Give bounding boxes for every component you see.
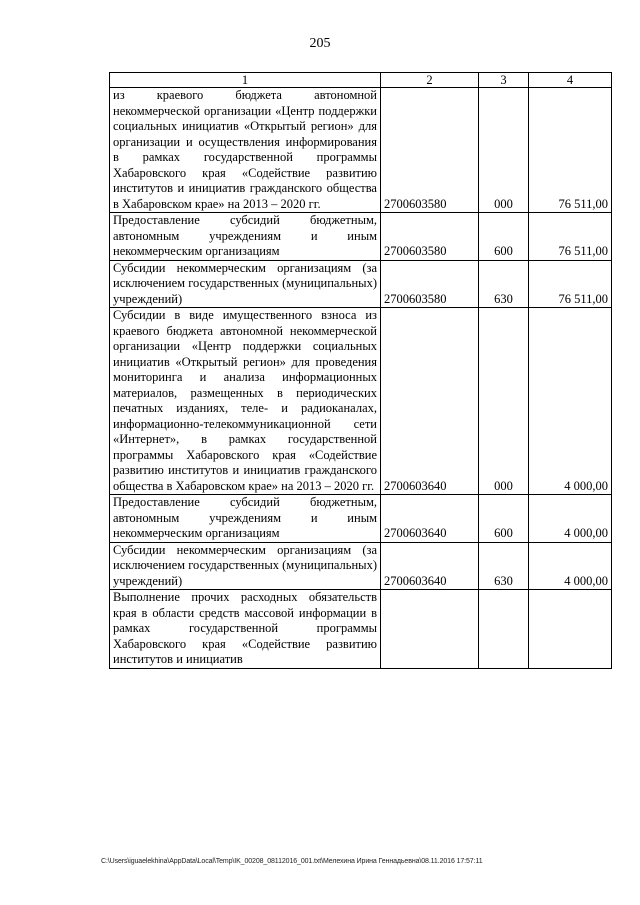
table-row [110,213,612,261]
page-number: 205 [309,36,331,51]
row-code: 2700603640 [381,495,479,543]
row-description: Субсидии некоммерческим организациям (за исключением государственных (муниципальных) учреждений) [110,542,381,590]
row-code: 2700603580 [381,213,479,261]
row-description: Субсидии некоммерческим организациям (за исключением государственных (муниципальных) учреждений) [110,260,381,308]
column-header-2: 2 [381,73,479,88]
row-code: 2700603580 [381,260,479,308]
table-row [110,260,612,308]
row-description: из краевого бюджета автономной некоммерческой организации «Центр поддержки социальных инициатив «Открытый регион» для организации и осуществления информирования в рамках государственной программы Хабаровского края «Содействие развитию институтов и инициатив гражданского общества в Хабаровском крае» на 2013 – 2020 гг. [110,88,381,213]
row-kind: 630 [479,542,529,590]
row-sum: 4 000,00 [529,308,612,495]
table-row [110,590,612,669]
row-kind: 600 [479,495,529,543]
row-sum: 76 511,00 [529,260,612,308]
row-kind [479,590,529,669]
row-kind: 000 [479,308,529,495]
row-sum: 4 000,00 [529,542,612,590]
row-description: Субсидии в виде имущественного взноса из краевого бюджета автономной некоммерческой организации «Центр поддержки социальных инициатив «Открытый регион» для проведения мониторинга и анализа информационных материалов, размещенных в периодических печатных изданиях, теле- и радиоканалах, информационно-телекоммуникационной сети «Интернет», в рамках государственной программы Хабаровского края «Содействие развитию институтов и инициатив гражданского общества в Хабаровском крае» на 2013 – 2020 гг. [110,308,381,495]
column-header-3: 3 [479,73,529,88]
file-path-footer: C:\Users\iguaelekhina\AppData\Local\Temp\IK_00208_08112016_001.txt\Мелехина Ирина Геннадьевна\08.11.2016 17:57:11 [101,858,483,865]
row-code: 2700603640 [381,308,479,495]
table-row [110,308,612,495]
row-kind: 600 [479,213,529,261]
table-header-row [110,73,612,88]
column-header-1: 1 [110,73,381,88]
row-kind: 000 [479,88,529,213]
row-description: Выполнение прочих расходных обязательств края в области средств массовой информации в рамках государственной программы Хабаровского края «Содействие развитию институтов и инициатив [110,590,381,669]
row-code: 2700603640 [381,542,479,590]
row-kind: 630 [479,260,529,308]
table-row [110,542,612,590]
table-row [110,495,612,543]
row-sum: 76 511,00 [529,88,612,213]
budget-table [109,72,612,669]
row-description: Предоставление субсидий бюджетным, автономным учреждениям и иным некоммерческим организациям [110,213,381,261]
row-sum: 76 511,00 [529,213,612,261]
column-header-4: 4 [529,73,612,88]
table-row [110,88,612,213]
row-description: Предоставление субсидий бюджетным, автономным учреждениям и иным некоммерческим организациям [110,495,381,543]
row-sum [529,590,612,669]
row-code [381,590,479,669]
row-code: 2700603580 [381,88,479,213]
row-sum: 4 000,00 [529,495,612,543]
